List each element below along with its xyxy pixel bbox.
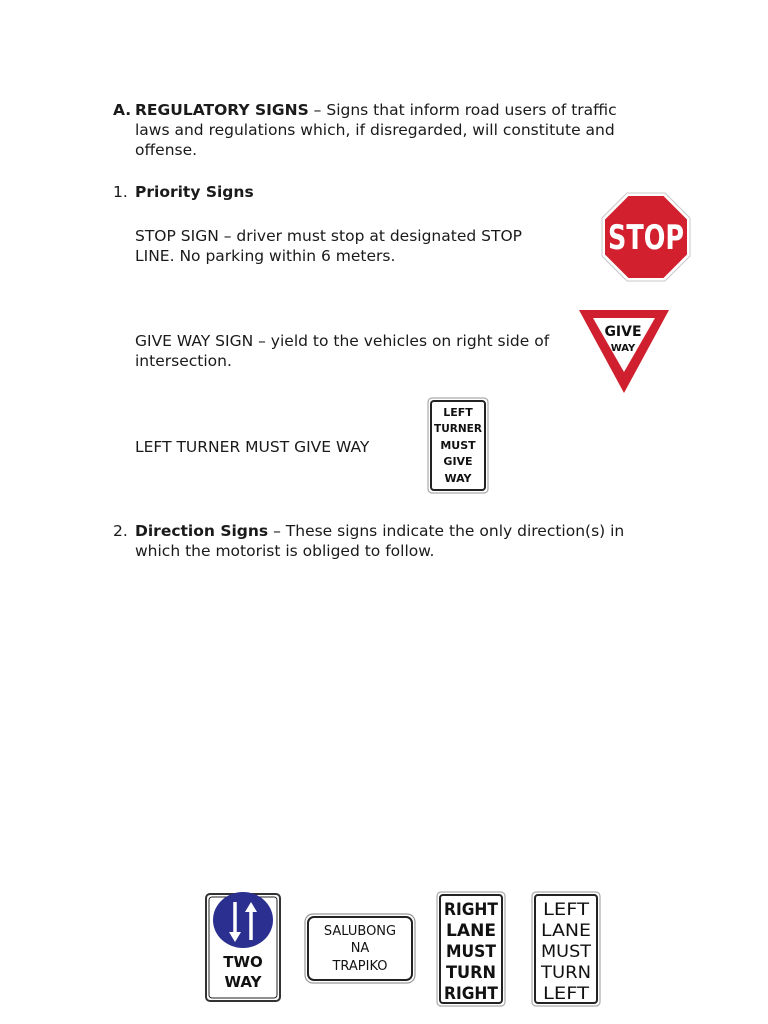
right-lane-must-turn-right-sign-icon	[436, 898, 506, 1008]
salubong-sign-line: SALUBONG	[323, 924, 397, 939]
left-lane-sign-line: LEFT	[543, 900, 590, 920]
salubong-na-trapiko-sign-icon	[304, 913, 416, 984]
two-way-sign-icon	[205, 900, 281, 1002]
left-lane-sign-line: TURN	[539, 963, 591, 983]
give-way-sign-line2: WAY	[610, 343, 636, 354]
left-lane-sign-line: LANE	[541, 921, 591, 941]
stop-sign-text: STOP	[608, 218, 684, 258]
section-a-title: REGULATORY SIGNS	[135, 101, 309, 119]
two-way-sign-line: WAY	[224, 973, 262, 991]
right-lane-sign-line: MUST	[446, 942, 497, 962]
item2-text: – These signs indicate the only direction(s) in which the motorist is obliged to follow.	[135, 522, 625, 560]
salubong-sign-line: TRAPIKO	[332, 959, 388, 974]
right-lane-sign-line: LANE	[446, 921, 496, 941]
item1-title: Priority Signs	[135, 183, 254, 201]
left-lane-must-turn-left-sign-icon	[531, 898, 601, 1008]
section-a-marker: A.	[113, 101, 132, 119]
left-turner-sign-line: GIVE	[443, 455, 473, 468]
left-lane-sign-line: MUST	[541, 942, 592, 962]
left-turner-sign-line: MUST	[440, 439, 476, 452]
give-way-sign-line1: GIVE	[604, 324, 642, 340]
right-lane-sign-line: RIGHT	[444, 900, 499, 920]
left-turner-sign-line: LEFT	[443, 406, 473, 419]
item2-number: 2.	[113, 522, 128, 540]
left-turner-description: LEFT TURNER MUST GIVE WAY	[135, 438, 370, 456]
salubong-sign-line: NA	[350, 941, 370, 956]
stop-description: STOP SIGN – driver must stop at designated STOP LINE. No parking within 6 meters.	[135, 227, 522, 265]
give-way-sign-icon	[576, 307, 672, 395]
two-way-sign-line: TWO	[223, 953, 263, 971]
left-lane-sign-line: LEFT	[543, 984, 590, 1004]
left-turner-sign-line: WAY	[444, 472, 472, 485]
item2-paragraph	[135, 521, 655, 561]
left-turner-sign-icon	[427, 397, 489, 494]
right-lane-sign-line: TURN	[446, 963, 496, 983]
section-a-paragraph	[135, 100, 655, 160]
item2-title: Direction Signs	[135, 522, 269, 540]
right-lane-sign-line: RIGHT	[444, 984, 499, 1004]
stop-sign-icon	[600, 191, 692, 283]
left-turner-sign-line: TURNER	[434, 422, 483, 435]
item1-number: 1.	[113, 183, 128, 201]
section-a-text: – Signs that inform road users of traffic laws and regulations which, if disregarded, will constitute and offense.	[135, 101, 617, 159]
give-way-description: GIVE WAY SIGN – yield to the vehicles on right side of intersection.	[135, 332, 550, 370]
